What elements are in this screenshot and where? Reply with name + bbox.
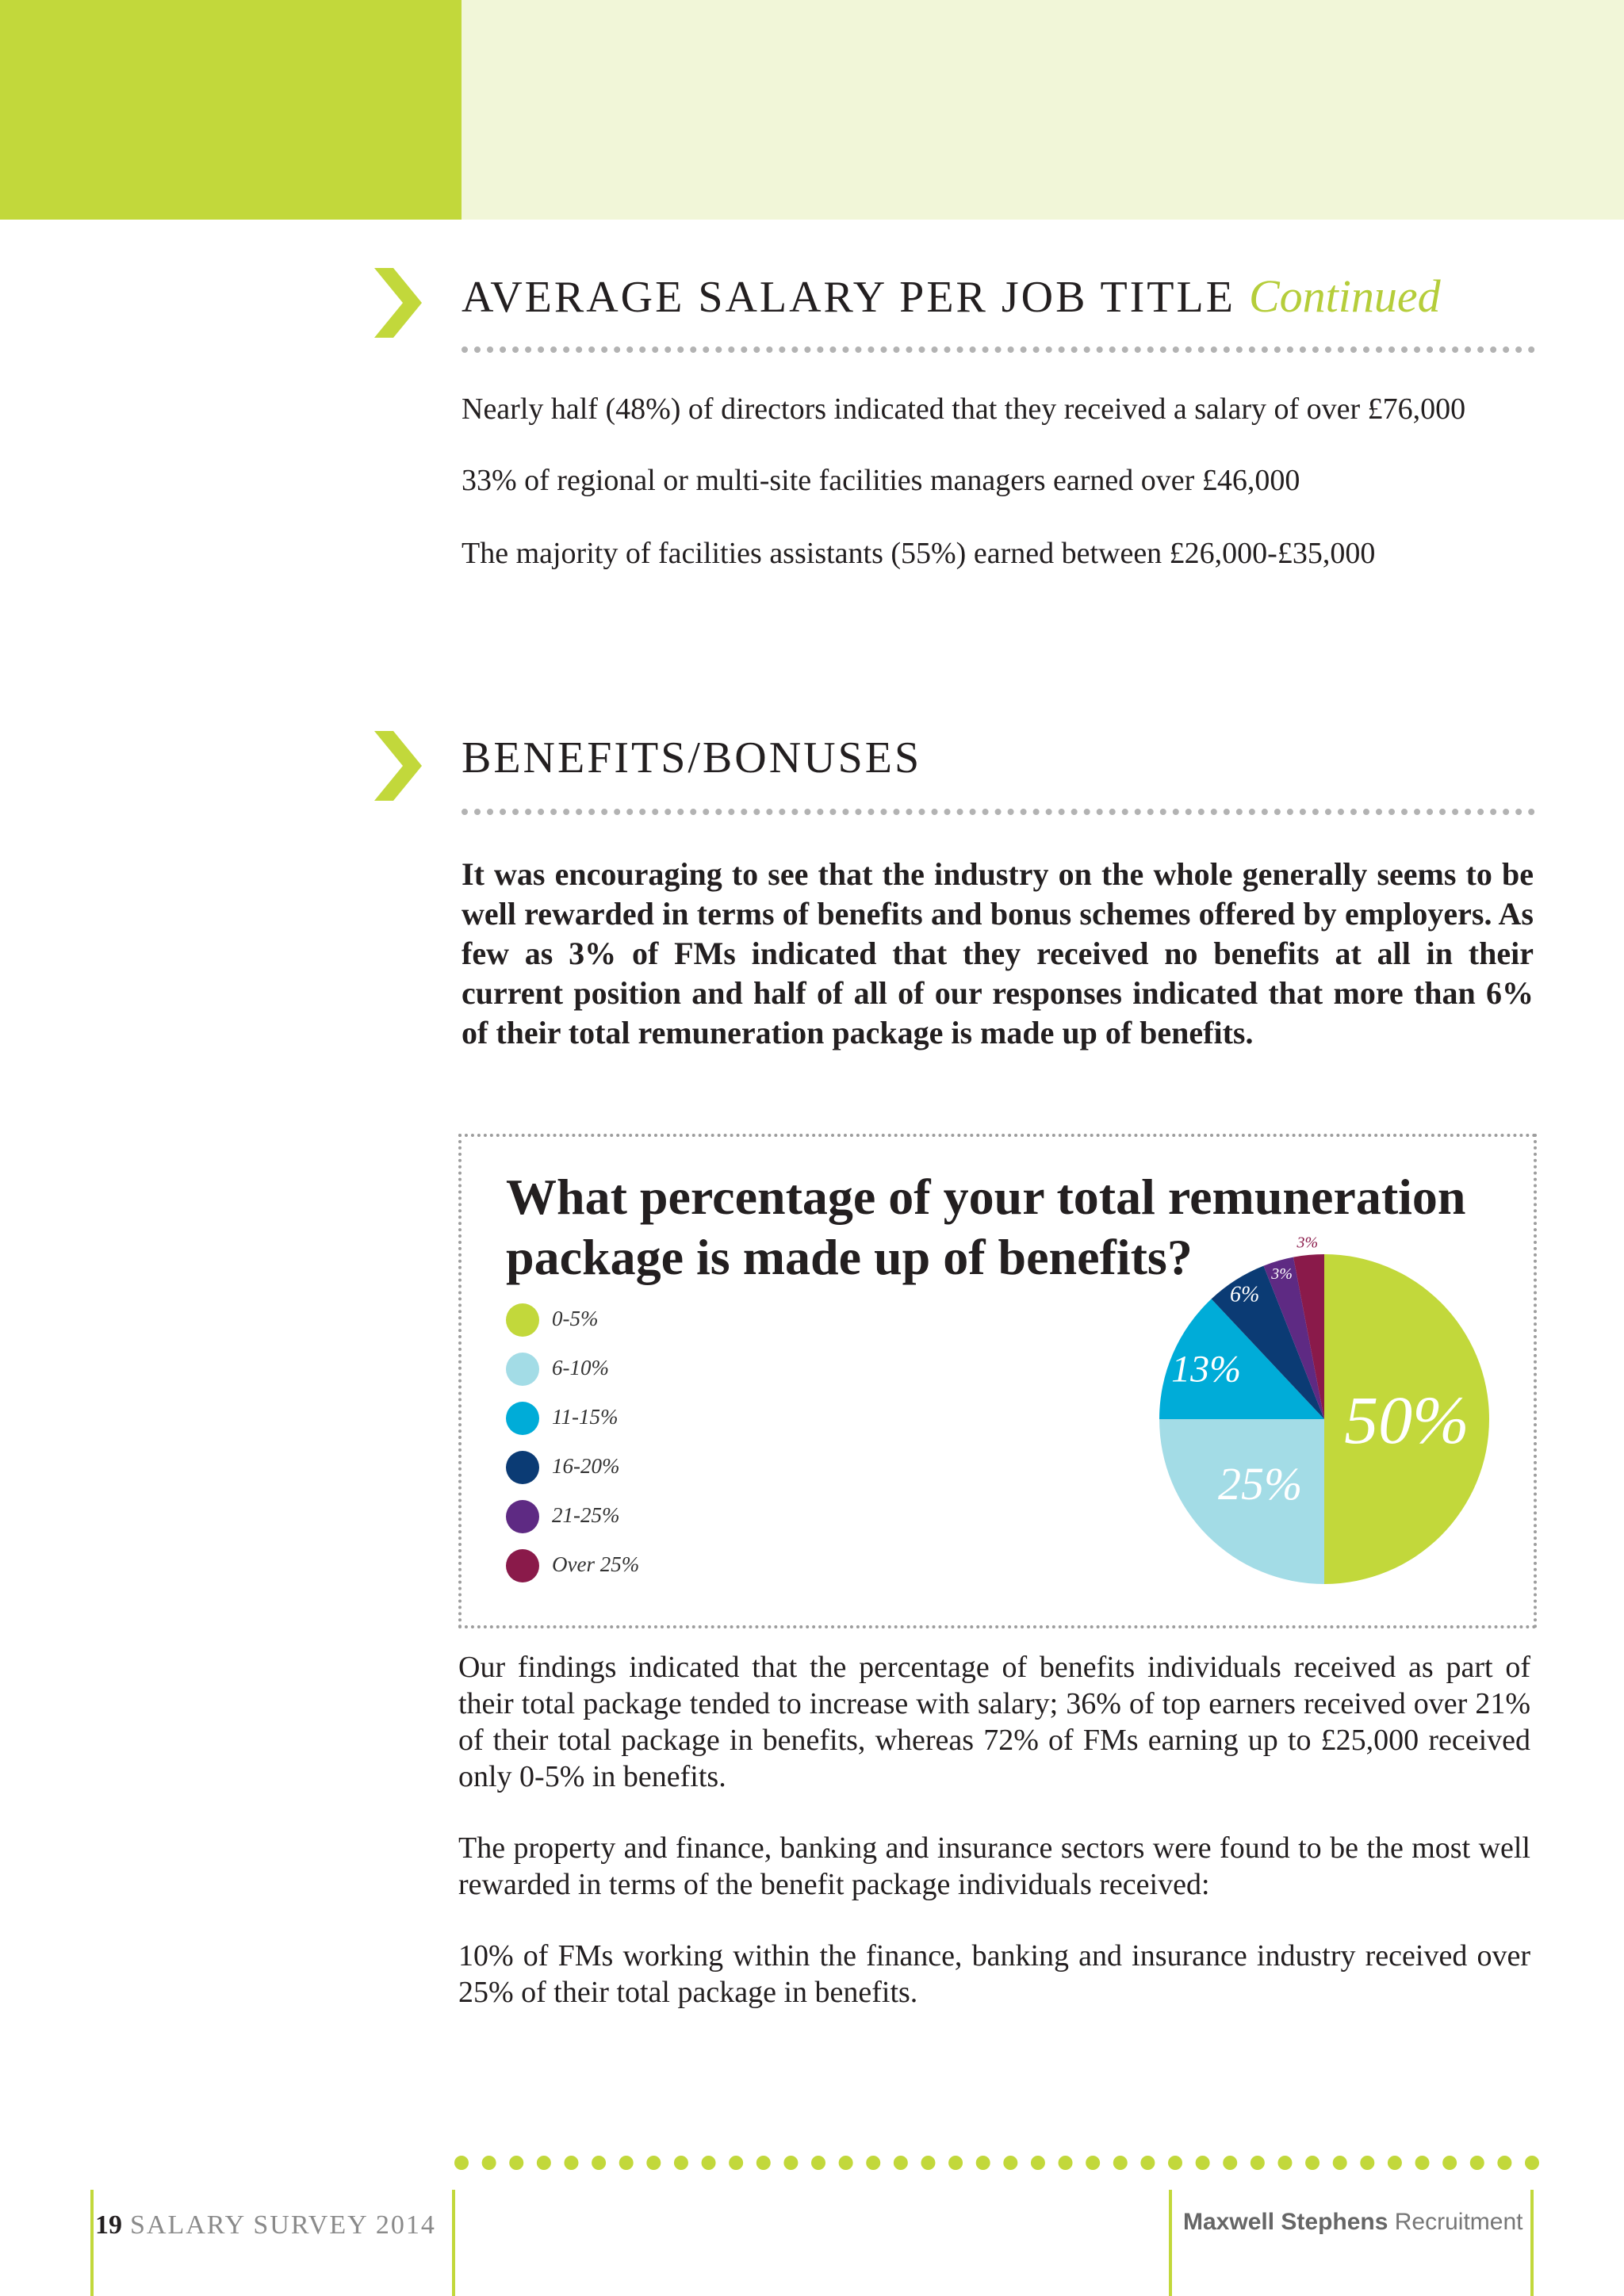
legend-swatch — [506, 1549, 539, 1582]
legend-swatch — [506, 1451, 539, 1484]
section-divider — [462, 346, 1535, 353]
legend-swatch — [506, 1353, 539, 1386]
footer-dot — [1168, 2156, 1182, 2170]
footer-dot — [839, 2156, 853, 2170]
legend-item — [506, 1402, 744, 1437]
footer-dot — [866, 2156, 880, 2170]
legend-item — [506, 1353, 744, 1387]
footer-dot — [1086, 2156, 1100, 2170]
footer-divider-left — [90, 2190, 94, 2296]
header-band-accent — [0, 0, 462, 220]
footer-page-info — [95, 2210, 436, 2241]
footer-dot — [1442, 2156, 1457, 2170]
finance-paragraph: 10% of FMs working within the finance, banking and insurance industry received over 25% of their total package in benefits. — [458, 1939, 1530, 2009]
footer-dot — [1333, 2156, 1347, 2170]
footer-dot — [894, 2156, 908, 2170]
benefits-chart-panel — [458, 1134, 1537, 1628]
footer-dot — [1497, 2156, 1511, 2170]
findings-paragraph: Our findings indicated that the percentage of benefits individuals received as part of their total package tended to increase with salary; 36% of top earners received over 21% of their total package in benefits, whereas 72% of FMs earning up to £25,000 received only 0-5% in benefits. — [458, 1651, 1530, 1793]
pie-slice-label: 13% — [1171, 1348, 1242, 1391]
pie-slice-label: 25% — [1217, 1458, 1303, 1510]
section-title-benefits: BENEFITS/BONUSES — [462, 733, 922, 783]
legend-label: 11-15% — [552, 1405, 619, 1429]
footer-dotted-rule — [452, 2151, 1543, 2175]
chevron-right-icon — [374, 268, 422, 338]
footer-dot — [592, 2156, 606, 2170]
footer-dot — [1470, 2156, 1484, 2170]
footer-dot — [537, 2156, 551, 2170]
footer-dot — [1140, 2156, 1155, 2170]
footer-dot — [674, 2156, 688, 2170]
footer-dot — [783, 2156, 798, 2170]
sectors-paragraph: The property and finance, banking and insurance sectors were found to be the most well rewarded in terms of the benefit package individuals received: — [458, 1831, 1530, 1901]
section-divider — [462, 809, 1535, 815]
footer-dot — [702, 2156, 716, 2170]
footer-dot — [1360, 2156, 1374, 2170]
legend-item — [506, 1549, 744, 1584]
footer-dot — [1305, 2156, 1320, 2170]
footer-dot — [1388, 2156, 1402, 2170]
legend-item — [506, 1451, 744, 1486]
legend-label: 16-20% — [552, 1454, 620, 1478]
legend-item — [506, 1500, 744, 1535]
legend-item — [506, 1303, 744, 1338]
footer-dot — [1113, 2156, 1128, 2170]
publication-name: SALARY SURVEY 2014 — [130, 2210, 436, 2240]
footer-dot — [619, 2156, 634, 2170]
header-band-light — [462, 0, 1624, 220]
footer-dot — [646, 2156, 661, 2170]
benefits-intro: It was encouraging to see that the industry on the whole generally seems to be well rewarded in terms of benefits and bonus schemes offered by employers. As few as 3% of FMs indicated that they received no benefits at all in their current position and half of all of our responses indicated that more than 6% of their total remuneration package is made up of benefits. — [462, 856, 1534, 1050]
footer-dot — [564, 2156, 578, 2170]
salary-line-managers: 33% of regional or multi-site facilities managers earned over £46,000 — [462, 464, 1300, 497]
footer-divider-right-a — [1169, 2190, 1172, 2296]
footer-dot — [1059, 2156, 1073, 2170]
legend-label: 21-25% — [552, 1503, 620, 1527]
footer-dot — [729, 2156, 743, 2170]
legend-label: 0-5% — [552, 1307, 599, 1330]
legend-swatch — [506, 1303, 539, 1337]
footer-dot — [948, 2156, 963, 2170]
footer-dot — [1251, 2156, 1265, 2170]
brand-suffix: Recruitment — [1394, 2209, 1523, 2235]
section-title-text: AVERAGE SALARY PER JOB TITLE — [462, 273, 1235, 322]
legend-swatch — [506, 1500, 539, 1533]
legend-label: Over 25% — [552, 1552, 640, 1576]
pie-slice-label: 3% — [1297, 1234, 1319, 1252]
footer-dot — [1415, 2156, 1430, 2170]
salary-line-directors: Nearly half (48%) of directors indicated that they received a salary of over £76,000 — [462, 392, 1466, 426]
legend-label: 6-10% — [552, 1356, 609, 1380]
section-title-average-salary — [462, 270, 1441, 323]
footer-dot — [1223, 2156, 1237, 2170]
pie-slice-label: 50% — [1344, 1382, 1469, 1459]
footer-dot — [921, 2156, 935, 2170]
legend-swatch — [506, 1402, 539, 1435]
footer-dot — [1525, 2156, 1539, 2170]
footer-dot — [811, 2156, 825, 2170]
footer-dot — [1031, 2156, 1045, 2170]
footer-dot — [1003, 2156, 1017, 2170]
pie-slice-label: 3% — [1271, 1265, 1293, 1284]
footer-dot — [1277, 2156, 1292, 2170]
footer-dot — [976, 2156, 990, 2170]
chart-title: What percentage of your total remuneration package is made up of benefits? — [506, 1169, 1466, 1285]
footer-dot — [509, 2156, 523, 2170]
chevron-right-icon — [374, 731, 422, 801]
continued-label: Continued — [1248, 270, 1441, 322]
footer-divider-right-b — [1530, 2190, 1534, 2296]
footer-dot — [454, 2156, 469, 2170]
footer-brand — [1183, 2209, 1522, 2236]
footer-divider-mid — [452, 2190, 455, 2296]
page-number: 19 — [95, 2210, 122, 2240]
footer-dot — [482, 2156, 496, 2170]
footer-dot — [756, 2156, 771, 2170]
brand-name: Maxwell Stephens — [1183, 2209, 1388, 2235]
pie-slice-label: 6% — [1230, 1282, 1260, 1307]
footer-dot — [1196, 2156, 1210, 2170]
salary-line-assistants: The majority of facilities assistants (55%) earned between £26,000-£35,000 — [462, 537, 1376, 570]
